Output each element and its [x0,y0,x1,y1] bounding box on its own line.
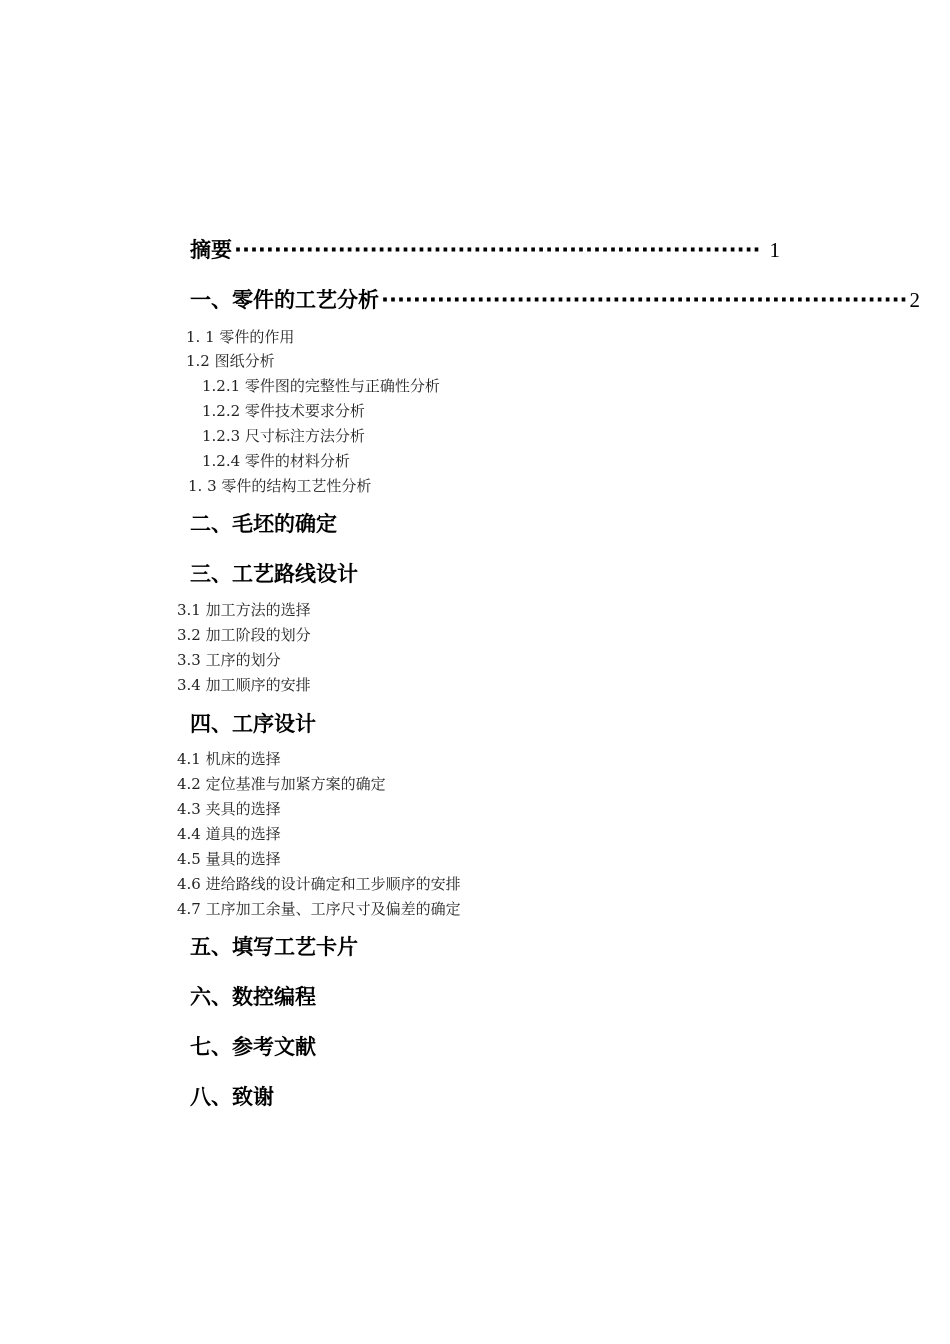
toc-entry-1-2-4[interactable]: 1.2.4 零件的材料分析 [202,452,350,470]
toc-entry-1-2[interactable]: 1.2 图纸分析 [186,352,275,370]
toc-entry-3-4[interactable]: 3.4 加工顺序的安排 [177,676,311,694]
toc-entry-4-4[interactable]: 4.4 道具的选择 [177,825,281,843]
toc-entry-4-7[interactable]: 4.7 工序加工余量、工序尺寸及偏差的确定 [177,900,461,918]
toc-entry-chapter-2[interactable]: 二、毛坯的确定 [190,512,337,536]
toc-entry-chapter-5[interactable]: 五、填写工艺卡片 [190,935,358,959]
toc-entry-chapter-3[interactable]: 三、工艺路线设计 [190,562,358,586]
toc-entry-chapter-7[interactable]: 七、参考文献 [190,1035,316,1059]
toc-heading-label: 一、零件的工艺分析 [190,288,379,312]
toc-entry-3-3[interactable]: 3.3 工序的划分 [177,651,281,669]
toc-entry-1-2-3[interactable]: 1.2.3 尺寸标注方法分析 [202,427,365,445]
toc-entry-4-2[interactable]: 4.2 定位基准与加紧方案的确定 [177,775,386,793]
toc-entry-abstract[interactable] [190,236,780,264]
toc-leader-dots: ·································································· [381,288,908,312]
toc-entry-chapter-6[interactable]: 六、数控编程 [190,985,316,1009]
toc-entry-chapter-4[interactable]: 四、工序设计 [190,712,316,736]
toc-entry-1-2-1[interactable]: 1.2.1 零件图的完整性与正确性分析 [202,377,440,395]
toc-page-number: 2 [909,288,921,312]
toc-page-number: 1 [769,238,780,262]
toc-entry-chapter-1[interactable] [190,286,921,314]
toc-entry-1-2-2[interactable]: 1.2.2 零件技术要求分析 [202,402,365,420]
toc-entry-4-3[interactable]: 4.3 夹具的选择 [177,800,281,818]
toc-entry-3-2[interactable]: 3.2 加工阶段的划分 [177,626,311,644]
toc-entry-1-1[interactable]: 1. 1 零件的作用 [186,328,295,346]
toc-leader-dots: ·································································· [234,238,761,262]
toc-entry-4-5[interactable]: 4.5 量具的选择 [177,850,281,868]
toc-entry-1-3[interactable]: 1. 3 零件的结构工艺性分析 [188,477,372,495]
toc-entry-4-1[interactable]: 4.1 机床的选择 [177,750,281,768]
toc-heading-label: 摘要 [190,238,232,262]
toc-entry-chapter-8[interactable]: 八、致谢 [190,1085,274,1109]
toc-entry-3-1[interactable]: 3.1 加工方法的选择 [177,601,311,619]
toc-entry-4-6[interactable]: 4.6 进给路线的设计确定和工步顺序的安排 [177,875,461,893]
